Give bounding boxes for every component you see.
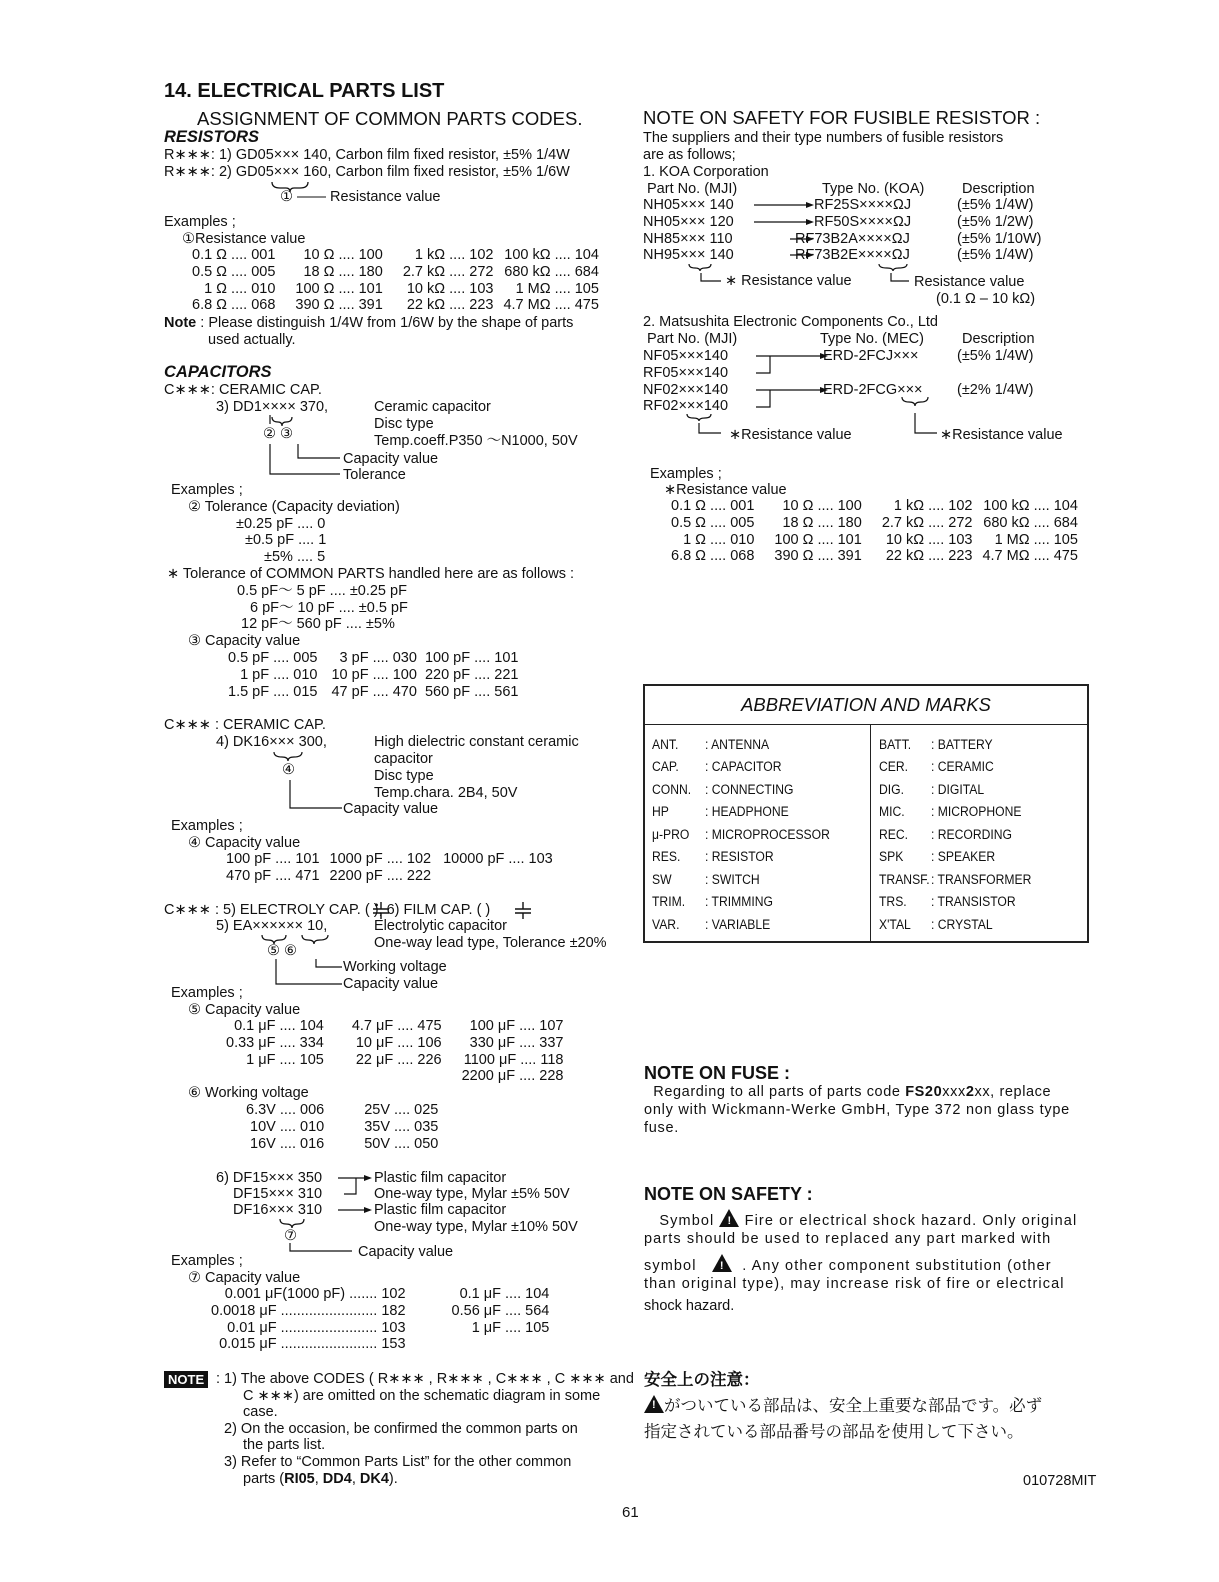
table-row: 1 μF .... 105 22 μF .... 226 1100 μF .... 118 xyxy=(246,1051,564,1068)
mec-res-note-2: ∗Resistance value xyxy=(940,427,1063,443)
capacity-heading: ⑦ Capacity value xyxy=(188,1270,301,1286)
safety-line-3: symbol ! . Any other component substitution (other xyxy=(644,1254,1052,1275)
japanese-title: 安全上の注意： xyxy=(644,1371,760,1389)
bottom-note-line: C ∗∗∗) are omitted on the schematic diagram in some xyxy=(243,1388,601,1404)
warning-triangle-icon xyxy=(719,1209,739,1227)
tolerance-label: Tolerance xyxy=(343,467,406,483)
koa-part: NH05××× 140 xyxy=(643,197,734,213)
table-row: 6.8 Ω .... 068 390 Ω .... 391 22 kΩ .... 223 4.7 MΩ .... 475 xyxy=(192,297,599,314)
film-cap-icon xyxy=(512,900,534,920)
koa-heading: 1. KOA Corporation xyxy=(643,164,769,180)
koa-res-note: ∗ Resistance value xyxy=(725,273,852,289)
koa-type: RF73B2E××××ΩJ xyxy=(795,247,910,263)
koa-desc: (±5% 1/4W) xyxy=(957,247,1034,263)
fuse-title: NOTE ON FUSE : xyxy=(644,1063,791,1083)
examples-label: Examples ; xyxy=(171,1253,243,1269)
bottom-note-line: parts (RI05, DD4, DK4). xyxy=(243,1471,398,1487)
table-row: 6.8 Ω .... 068 390 Ω .... 391 22 kΩ .... 223 4.7 MΩ .... 475 xyxy=(671,548,1078,565)
koa-part: NH85××× 110 xyxy=(643,231,733,247)
bottom-note-line: 3) Refer to “Common Parts List” for the other common xyxy=(224,1454,572,1470)
fuse-line-2: only with Wickmann-Werke GmbH, Type 372 non glass type xyxy=(644,1102,1070,1118)
dk16-code: 4) DK16××× 300, xyxy=(216,734,327,750)
df-desc: One-way type, Mylar ±10% 50V xyxy=(374,1219,578,1235)
table-row: 100 pF .... 101 1000 pF .... 102 10000 pF .... 103 xyxy=(226,851,553,867)
examples-label: Examples ; xyxy=(171,482,243,498)
abbreviation-cell: : SPEAKER xyxy=(931,849,996,864)
abbreviation-cell: TRIM. xyxy=(652,894,686,909)
resistor-line-2: R∗∗∗: 2) GD05××× 160, Carbon film fixed resistor, ±5% 1/6W xyxy=(164,164,570,180)
mec-brace-icon xyxy=(900,395,934,407)
table-row: 1 Ω .... 010 100 Ω .... 101 10 kΩ .... 103 1 MΩ .... 105 xyxy=(204,280,599,297)
examples-label: Examples ; xyxy=(171,985,243,1001)
mec-header-type: Type No. (MEC) xyxy=(820,331,924,347)
table-row: 0.5 Ω .... 005 18 Ω .... 180 2.7 kΩ .... 272 680 kΩ .... 684 xyxy=(671,514,1078,531)
abbreviation-cell: : BATTERY xyxy=(931,737,993,752)
abbreviation-cell: : CRYSTAL xyxy=(931,917,993,932)
abbreviation-cell: : VARIABLE xyxy=(705,917,771,932)
mec-type: ERD-2FCG××× xyxy=(823,382,923,398)
fuse-line-3: fuse. xyxy=(644,1120,679,1136)
fusible-res-sub: ∗Resistance value xyxy=(664,482,787,498)
abbreviation-cell: TRS. xyxy=(879,894,907,909)
capacity-heading: ③ Capacity value xyxy=(188,633,301,649)
koa-desc: (±5% 1/4W) xyxy=(957,197,1034,213)
koa-part: NH05××× 120 xyxy=(643,214,734,230)
ea-desc: One-way lead type, Tolerance ±20% xyxy=(374,935,607,951)
safety-line-1: Symbol ! Fire or electrical shock hazard. Only original xyxy=(644,1209,1077,1230)
table-row: 10V .... 010 35V .... 035 xyxy=(250,1118,439,1135)
abbreviation-cell: VAR. xyxy=(652,917,680,932)
assignment-title: ASSIGNMENT OF COMMON PARTS CODES. xyxy=(197,108,583,129)
table-row: 0.001 μF(1000 pF) ....... 102 0.1 μF .... 104 xyxy=(224,1286,550,1302)
japanese-line-1: !がついている部品は、安全上重要な部品です。必ず xyxy=(644,1392,1042,1416)
abbreviation-cell: : TRANSFORMER xyxy=(931,872,1032,887)
koa-type: RF25S××××ΩJ xyxy=(814,197,912,213)
abbreviation-cell: : CERAMIC xyxy=(931,759,994,774)
table-row: 1 Ω .... 010 100 Ω .... 101 10 kΩ .... 103 1 MΩ .... 105 xyxy=(683,531,1078,548)
capacity-value-label: Capacity value xyxy=(343,451,439,467)
koa-desc: (±5% 1/10W) xyxy=(957,231,1042,247)
abbreviation-cell: ANT. xyxy=(652,737,679,752)
ea-capacity-table xyxy=(226,1018,569,1085)
page-title: 14. ELECTRICAL PARTS LIST xyxy=(164,80,445,102)
dk16-desc: Disc type xyxy=(374,768,434,784)
abbreviation-cell: BATT. xyxy=(879,737,912,752)
df-desc: Plastic film capacitor xyxy=(374,1170,507,1186)
table-row: 0.1 μF .... 104 4.7 μF .... 475 100 μF .... 107 xyxy=(234,1018,564,1034)
bottom-note-line: 2) On the occasion, be confirmed the common parts on xyxy=(224,1421,578,1437)
koa-header-type: Type No. (KOA) xyxy=(822,181,925,197)
abbreviation-cell: TRANSF. xyxy=(879,872,930,887)
abbreviation-cell: REC. xyxy=(879,827,909,842)
df-desc: One-way type, Mylar ±5% 50V xyxy=(374,1186,570,1202)
resistors-heading: RESISTORS xyxy=(164,128,260,146)
circled-5-6: ⑤ ⑥ xyxy=(267,943,298,959)
abbreviation-cell: DIG. xyxy=(879,782,904,797)
capacity-heading: ⑤ Capacity value xyxy=(188,1002,301,1018)
ceramic-cap-2: C∗∗∗ : CERAMIC CAP. xyxy=(164,717,326,733)
fusible-title: NOTE ON SAFETY FOR FUSIBLE RESISTOR : xyxy=(643,107,1041,128)
japanese-line-2: 指定されている部品番号の部品を使用して下さい。 xyxy=(644,1423,1024,1441)
dk16-desc: Temp.chara. 2B4, 50V xyxy=(374,785,518,801)
safety-line-4: than original type), may increase risk of fire or electrical xyxy=(644,1276,1065,1292)
mec-desc: (±5% 1/4W) xyxy=(957,348,1034,364)
page-number: 61 xyxy=(622,1504,639,1521)
examples-label: Examples ; xyxy=(650,466,722,482)
resistor-note-2: used actually. xyxy=(208,332,296,348)
abbreviation-cell: : TRIMMING xyxy=(705,894,773,909)
abbreviation-cell: : CAPACITOR xyxy=(705,759,782,774)
safety-title: NOTE ON SAFETY : xyxy=(644,1184,813,1204)
koa-desc: (±5% 1/2W) xyxy=(957,214,1034,230)
fusible-code-table xyxy=(671,498,1084,565)
mec-part: RF02×××140 xyxy=(643,398,729,414)
table-row: 2200 μF .... 228 xyxy=(461,1068,564,1085)
abbreviation-cell: : HEADPHONE xyxy=(705,804,789,819)
df-desc: Plastic film capacitor xyxy=(374,1202,507,1218)
table-row: 1 pF .... 010 10 pF .... 100 220 pF .... 221 xyxy=(240,666,519,683)
tolerance-note-row: 12 pF～ 560 pF .... ±5% xyxy=(241,616,395,632)
working-voltage-table xyxy=(246,1102,444,1152)
capacity-value-label: Capacity value xyxy=(358,1244,454,1260)
abbreviation-cell: SW xyxy=(652,872,672,887)
koa-header-part: Part No. (MJI) xyxy=(647,181,738,197)
ceramic-cap-1: C∗∗∗: CERAMIC CAP. xyxy=(164,382,322,398)
table-row: 470 pF .... 471 2200 pF .... 222 xyxy=(226,867,432,884)
safety-line-2: parts should be used to replaced any part marked with xyxy=(644,1231,1052,1247)
working-voltage-label: Working voltage xyxy=(343,959,447,975)
mec-header-desc: Description xyxy=(962,331,1035,347)
tolerance-row: ±0.5 pF .... 1 xyxy=(245,532,327,548)
resistor-code-table xyxy=(192,247,605,314)
abbreviation-cell: : CONNECTING xyxy=(705,782,794,797)
table-row: 0.1 Ω .... 001 10 Ω .... 100 1 kΩ .... 102 100 kΩ .... 104 xyxy=(192,247,599,263)
dk16-desc: capacitor xyxy=(374,751,433,767)
examples-label: Examples ; xyxy=(164,214,236,230)
mec-type: ERD-2FCJ××× xyxy=(823,348,919,364)
ea-leader-lines xyxy=(258,933,348,989)
dk16-leader-lines xyxy=(270,750,350,814)
capacity-value-label: Capacity value xyxy=(343,976,439,992)
tolerance-note-row: 0.5 pF～ 5 pF .... ±0.25 pF xyxy=(237,583,407,599)
abbreviation-cell: : ANTENNA xyxy=(705,737,770,752)
fusible-intro: are as follows; xyxy=(643,147,736,163)
df-line: DF15××× 310 xyxy=(233,1186,323,1202)
circled-2-3: ② ③ xyxy=(263,426,294,442)
abbreviation-cell: SPK xyxy=(879,849,904,864)
table-row: 0.1 Ω .... 001 10 Ω .... 100 1 kΩ .... 102 100 kΩ .... 104 xyxy=(671,498,1078,514)
dd1-code: 3) DD1×××× 370, xyxy=(216,399,329,415)
koa-type: RF73B2A××××ΩJ xyxy=(795,231,910,247)
resistance-sub: ①Resistance value xyxy=(182,231,306,247)
tolerance-row: ±0.25 pF .... 0 xyxy=(236,516,326,532)
warning-triangle-icon xyxy=(644,1395,664,1413)
ea-desc: Electrolytic capacitor xyxy=(374,918,507,934)
table-row: 1.5 pF .... 015 47 pF .... 470 560 pF .... 561 xyxy=(228,683,519,700)
table-row: 0.0018 μF ........................ 182 0.56 μF .... 564 xyxy=(211,1302,550,1319)
table-row: 16V .... 016 50V .... 050 xyxy=(250,1135,439,1152)
circled-7: ⑦ xyxy=(284,1228,297,1244)
abbreviation-cell: μ-PRO xyxy=(652,827,690,842)
ea-code: 5) EA×××××× 10, xyxy=(216,918,328,934)
dd1-leader-lines xyxy=(260,414,350,480)
fuse-line-1: Regarding to all parts of parts code FS20xxx2xx, replace xyxy=(653,1084,1052,1100)
document-code: 010728MIT xyxy=(1023,1473,1097,1489)
koa-header-desc: Description xyxy=(962,181,1035,197)
abbreviation-cell: : RESISTOR xyxy=(705,849,774,864)
abbreviation-cell: CAP. xyxy=(652,759,679,774)
abbreviation-cell: : MICROPHONE xyxy=(931,804,1022,819)
table-row: 0.33 μF .... 334 10 μF .... 106 330 μF .... 337 xyxy=(226,1034,564,1051)
mec-res-note: ∗Resistance value xyxy=(729,427,852,443)
abbreviation-cell: : MICROPROCESSOR xyxy=(705,827,830,842)
koa-part: NH95××× 140 xyxy=(643,247,734,263)
koa-res-note-2: Resistance value xyxy=(914,274,1025,290)
mec-part: RF05×××140 xyxy=(643,365,729,381)
abbreviation-cell: CER. xyxy=(879,759,909,774)
mec-part: NF02×××140 xyxy=(643,382,729,398)
mec-part: NF05×××140 xyxy=(643,348,729,364)
table-row: 0.01 μF ........................ 103 1 μF .... 105 xyxy=(227,1319,550,1336)
capacity-value-label: Capacity value xyxy=(343,801,439,817)
capacity-heading: ④ Capacity value xyxy=(188,835,301,851)
table-row: 0.5 pF .... 005 3 pF .... 030 100 pF .... 101 xyxy=(228,650,519,666)
mec-desc: (±2% 1/4W) xyxy=(957,382,1034,398)
mec-heading: 2. Matsushita Electronic Components Co., Ltd xyxy=(643,314,938,330)
resistor-note: Note : Please distinguish 1/4W from 1/6W by the shape of parts xyxy=(164,315,574,331)
examples-label: Examples ; xyxy=(171,818,243,834)
resistance-value-label: ① —— Resistance value xyxy=(280,189,441,205)
abbreviation-cell: RES. xyxy=(652,849,681,864)
electrolytic-line: C∗∗∗ : 5) ELECTROLY CAP. ( ), 6) FILM CAP. ( ) xyxy=(164,902,491,918)
tolerance-note: ∗ Tolerance of COMMON PARTS handled here are as follows : xyxy=(167,566,575,582)
bottom-note-line: : 1) The above CODES ( R∗∗∗ , R∗∗∗ , C∗∗∗ , C ∗∗∗ and xyxy=(216,1371,634,1387)
tolerance-heading: ② Tolerance (Capacity deviation) xyxy=(188,499,400,515)
resistor-line-1: R∗∗∗: 1) GD05××× 140, Carbon film fixed resistor, ±5% 1/4W xyxy=(164,147,570,163)
koa-type: RF50S××××ΩJ xyxy=(814,214,912,230)
dk16-desc: High dielectric constant ceramic xyxy=(374,734,579,750)
df-line: DF16××× 310 xyxy=(233,1202,323,1218)
warning-triangle-icon xyxy=(712,1254,732,1272)
capacitors-heading: CAPACITORS xyxy=(164,363,272,381)
table-row: 0.5 Ω .... 005 18 Ω .... 180 2.7 kΩ .... 272 680 kΩ .... 684 xyxy=(192,263,599,280)
abbreviation-divider xyxy=(870,724,871,941)
df-arrows xyxy=(336,1172,376,1222)
circled-4: ④ xyxy=(282,762,295,778)
bottom-note-line: the parts list. xyxy=(243,1437,326,1453)
abbreviation-cell: : SWITCH xyxy=(705,872,760,887)
table-row: 6.3V .... 006 25V .... 025 xyxy=(246,1102,439,1118)
table-row: 0.015 μF ........................ 153 xyxy=(219,1336,406,1353)
note-badge: NOTE xyxy=(164,1371,208,1389)
abbreviation-cell: : RECORDING xyxy=(931,827,1013,842)
abbreviation-cell: : DIGITAL xyxy=(931,782,985,797)
abbreviation-cell: : TRANSISTOR xyxy=(931,894,1016,909)
abbreviation-cell: HP xyxy=(652,804,669,819)
dd1-desc-3: Temp.coeff.P350 ～N1000, 50V xyxy=(374,433,578,449)
tolerance-row: ±5% .... 5 xyxy=(264,549,326,565)
working-voltage-heading: ⑥ Working voltage xyxy=(188,1085,309,1101)
abbreviation-cell: MIC. xyxy=(879,804,905,819)
safety-line-5: shock hazard. xyxy=(644,1298,735,1314)
koa-res-range: (0.1 Ω – 10 kΩ) xyxy=(936,291,1036,307)
df-capacity-table xyxy=(211,1286,555,1353)
tolerance-note-row: 6 pF～ 10 pF .... ±0.5 pF xyxy=(250,600,408,616)
dk-capacity-table xyxy=(226,851,559,885)
dd1-desc-2: Disc type xyxy=(374,416,434,432)
mec-header-part: Part No. (MJI) xyxy=(647,331,738,347)
abbreviation-cell: X'TAL xyxy=(879,917,911,932)
abbreviation-cell: CONN. xyxy=(652,782,692,797)
dd1-desc-1: Ceramic capacitor xyxy=(374,399,491,415)
mec-arrows xyxy=(750,348,830,410)
df-line: 6) DF15××× 350 xyxy=(216,1170,323,1186)
electrolytic-cap-icon xyxy=(370,900,392,920)
ceramic-capacity-table xyxy=(228,650,524,700)
abbreviation-title: ABBREVIATION AND MARKS xyxy=(645,686,1087,725)
fusible-intro: The suppliers and their type numbers of fusible resistors xyxy=(643,130,1004,146)
bottom-note-line: case. xyxy=(243,1404,278,1420)
